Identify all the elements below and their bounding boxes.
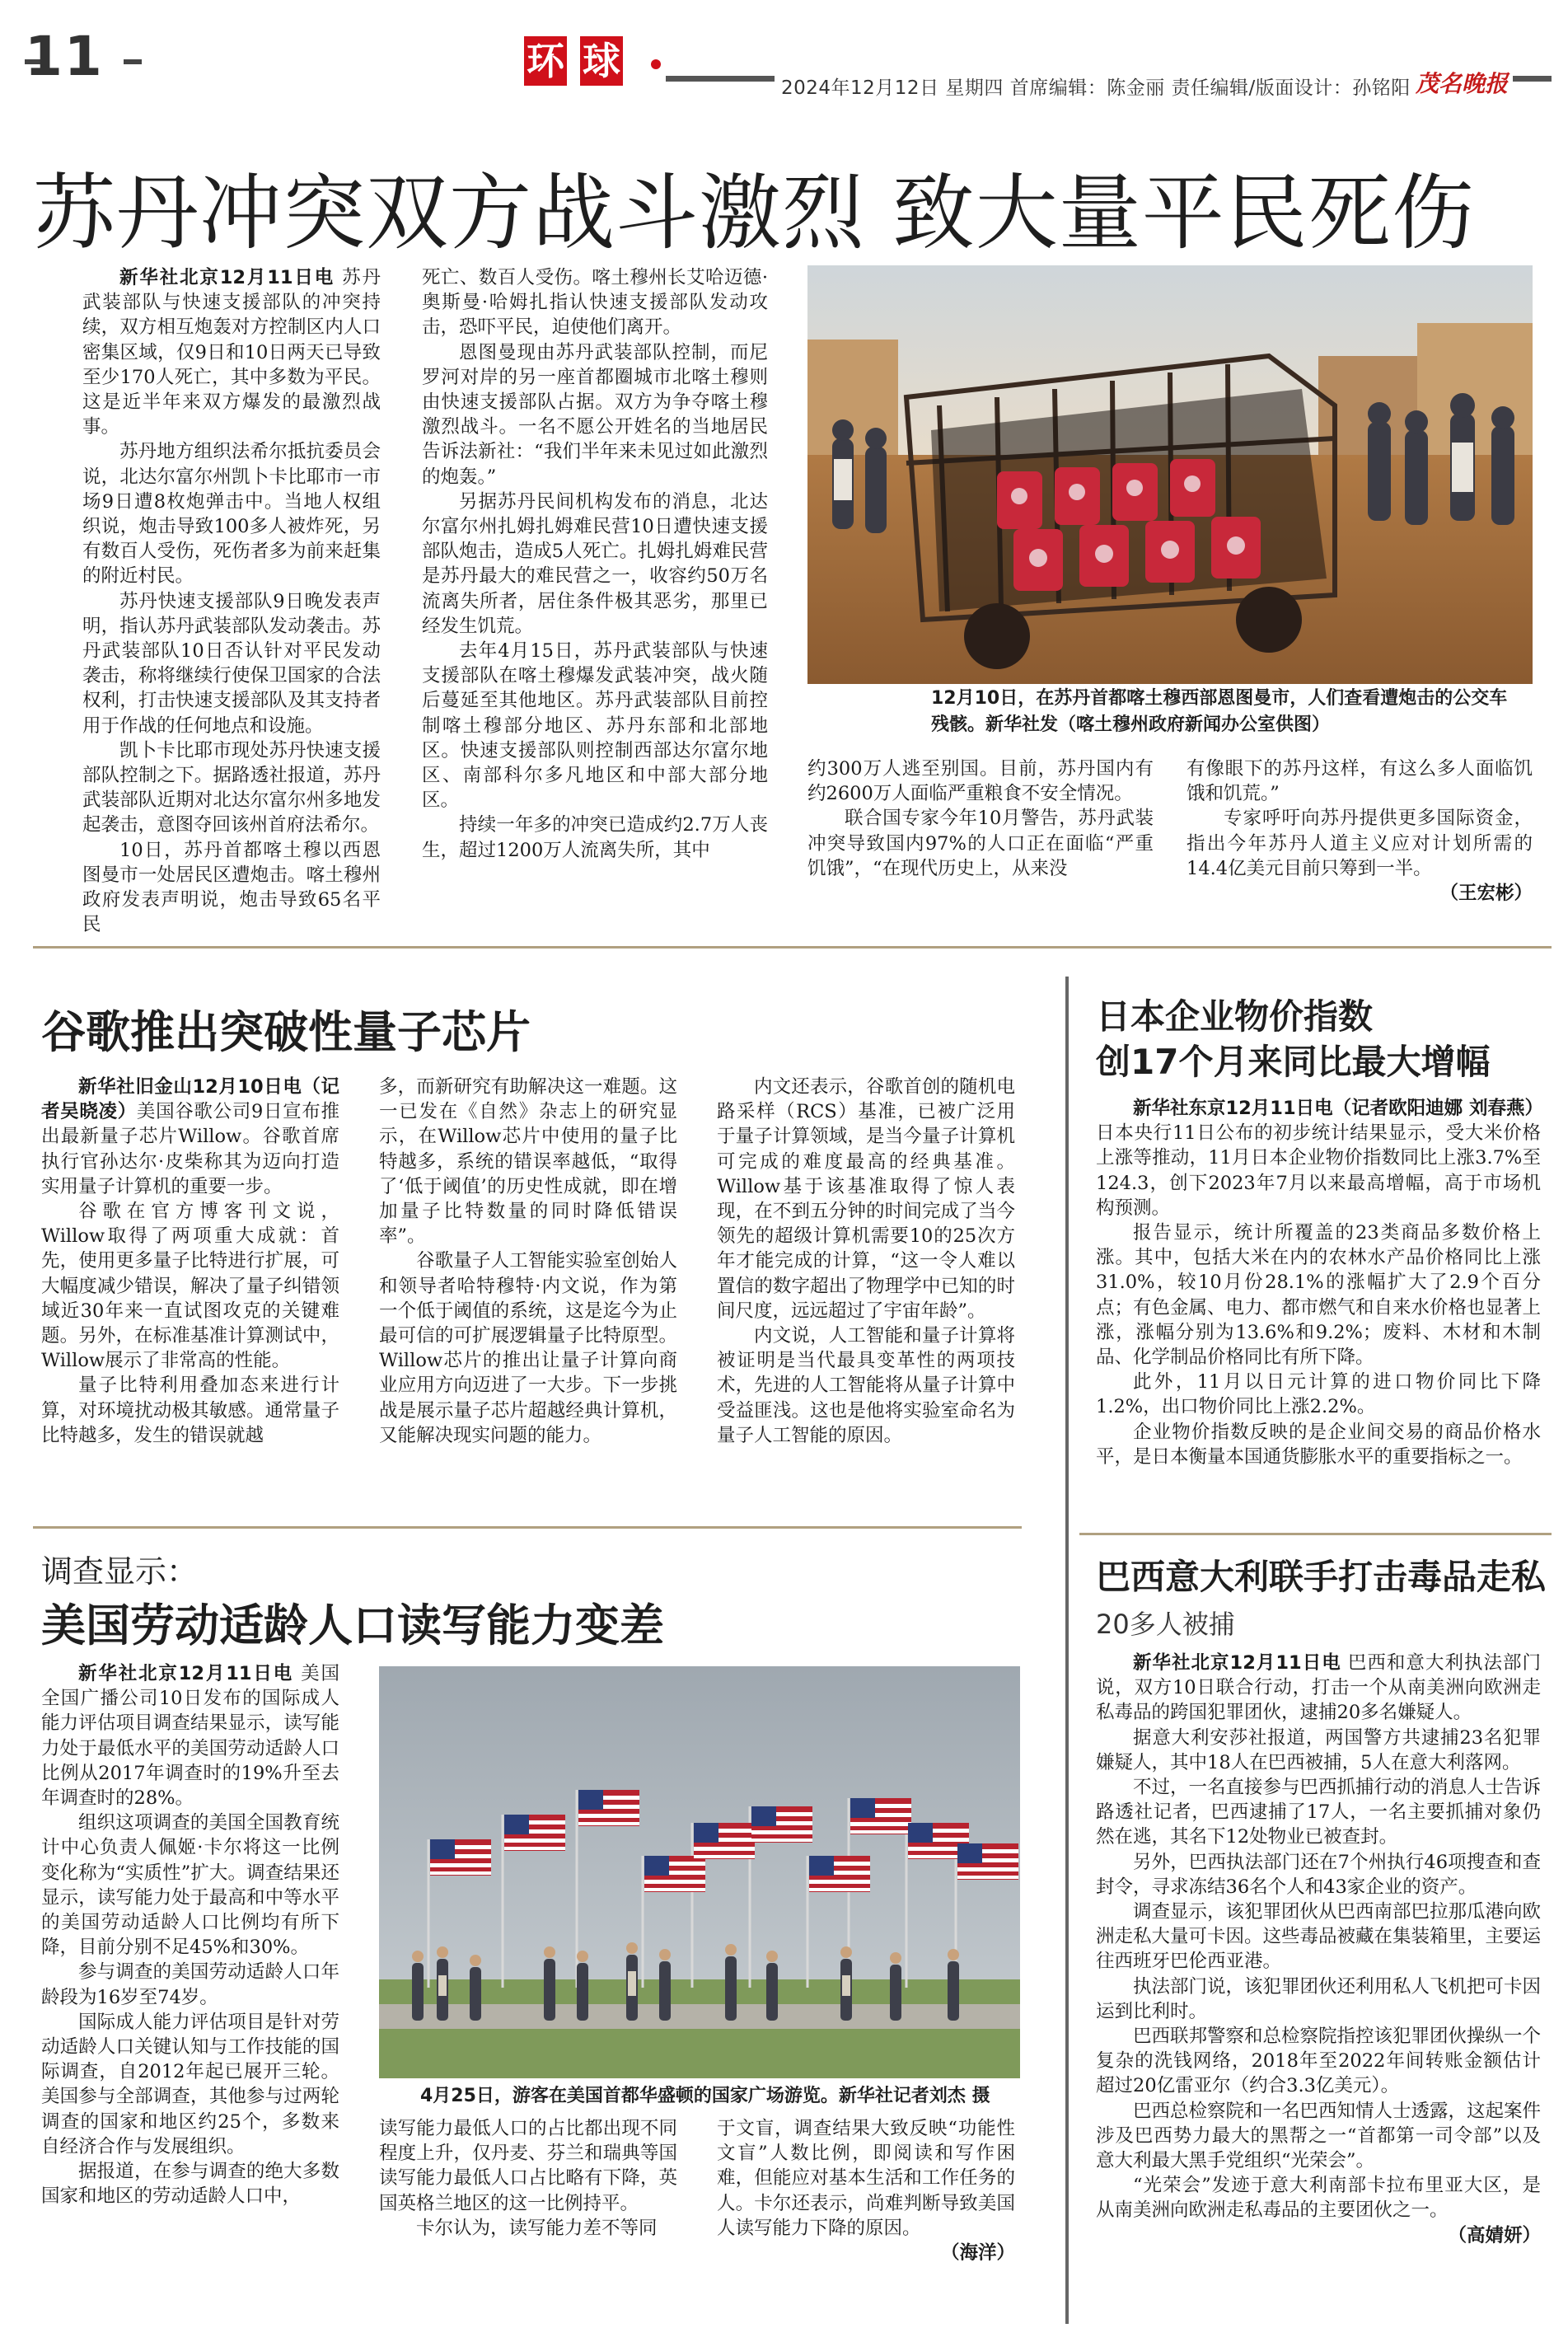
section-divider [33,946,1552,949]
paragraph: 巴西总检察院和一名巴西知情人士透露，这起案件涉及巴西势力最大的黑帮之一“首都第一司令部”以及意大利最大黑手党组织“光荣会”。 [1096,2100,1542,2172]
paragraph: 另据苏丹民间机构发布的消息，北达尔富尔州扎姆扎姆难民营10日遭快速支援部队炮击，造成5人死亡。扎姆扎姆难民营是苏丹最大的难民营之一，收容约50万名流离失所者，居住条件极其恶劣，那里已经发生饥荒。 [422,490,768,637]
sudan-column-2 [422,265,768,863]
author-credit: （海洋） [940,2242,1015,2265]
page-number-dash [124,59,142,64]
brazil-headline: 巴西意大利联手打击毒品走私 [1096,1557,1547,1597]
flags-photo-caption: 4月25日，游客在美国首都华盛顿的国家广场游览。新华社记者刘杰 摄 [420,2086,990,2106]
paragraph: 苏丹武装部队与快速支援部队的冲突持续，双方相互炮轰对方控制区内人口密集区域，仅9日和10日两天已导致至少170人死亡，其中多数为平民。这是近半年来双方爆发的最激烈战事。 [82,267,381,438]
paragraph: 卡尔认为，读写能力差不等同 [416,2217,658,2239]
paragraph: 去年4月15日，苏丹武装部队与快速支援部队在喀土穆爆发武装冲突，战火随后蔓延至其他地区。苏丹武装部队目前控制喀土穆部分地区、苏丹东部和北部地区。快速支援部队则控制西部达尔富尔地区、南部科尔多凡地区和中部大部分地区。 [422,640,768,812]
paragraph: 联合国专家今年10月警告，苏丹武装冲突导致国内97%的人口正在面临“严重饥饿”，“在现代历史上，从来没 [807,808,1154,879]
japan-headline-line1: 日本企业物价指数 [1096,996,1374,1037]
paragraph: 参与调查的美国劳动适龄人口年龄段为16岁至74岁。 [41,1961,339,2008]
paragraph: 报告显示，统计所覆盖的23类商品多数价格上涨。其中，包括大米在内的农林水产品价格同比上涨31.0%，较10月份28.1%的涨幅扩大了2.9个百分点；有色金属、电力、都市燃气和自来水价格也显著上涨，涨幅分别为13.6%和9.2%；废料、木材和木制品、化学制品价格同比有所下降。 [1096,1222,1542,1369]
paragraph: 调查显示，该犯罪团伙从巴西南部巴拉那瓜港向欧洲走私大量可卡因。这些毒品被藏在集装箱里，主要运往西班牙巴伦西亚港。 [1096,1901,1542,1973]
paragraph: 约300万人逃至别国。目前，苏丹国内有约2600万人面临严重粮食不安全情况。 [807,758,1154,805]
paragraph: 谷歌在官方博客刊文说，Willow取得了两项重大成就：首先，使用更多量子比特进行扩展，可大幅度减少错误，解决了量子纠错领域近30年来一直试图攻克的关键难题。另外，在标准基准计算测试中，Willow展示了非常高的性能。 [41,1201,339,1372]
section-divider [33,1526,1022,1529]
paragraph: 死亡、数百人受伤。喀土穆州长艾哈迈德·奥斯曼·哈姆扎指认快速支援部队发动攻击，恐吓平民，迫使他们离开。 [422,267,768,339]
sudan-headline: 苏丹冲突双方战斗激烈 致大量平民死伤 [33,165,1475,261]
newspaper-logo: 茂名晚报 [1411,66,1513,99]
google-headline: 谷歌推出突破性量子芯片 [41,1006,531,1058]
google-column-3 [717,1075,1015,1448]
dateline: 新华社东京12月11日电（记者欧阳迪娜 刘春燕） [1133,1098,1543,1119]
paragraph: 日本央行11日公布的初步统计结果显示，受大米价格上涨等推动，11月日本企业物价指数同比上涨3.7%至124.3，创下2023年7月以来最高增幅，高于市场机构预测。 [1096,1122,1541,1219]
paragraph: 苏丹快速支援部队9日晚发表声明，指认苏丹武装部队发动袭击。苏丹武装部队10日否认针对平民发动袭击，称将继续行使保卫国家的合法权利，打击快速支援部队及其支持者用于作战的任何地点和设施。 [82,590,381,737]
paragraph: 读写能力最低人口的占比都出现不同程度上升，仅丹麦、芬兰和瑞典等国读写能力最低人口占比略有下降，英国英格兰地区的这一比例持平。 [379,2118,677,2214]
paragraph: “光荣会”发迹于意大利南部卡拉布里亚大区，是从南美洲向欧洲走私毒品的主要团伙之一。 [1096,2175,1541,2222]
paragraph: 美国谷歌公司9日宣布推出最新量子芯片Willow。谷歌首席执行官孙达尔·皮柴称其为迈向打造实用量子计算机的重要一步。 [41,1101,339,1197]
dateline: 新华社旧金山12月10日电（记者吴晓凌） [41,1076,339,1123]
section-char: 球 [580,36,623,86]
paragraph: 美国全国广播公司10日发布的国际成人能力评估项目调查结果显示，读写能力处于最低水平的美国劳动适龄人口比例从2017年调查时的19%升至去年调查时的28%。 [41,1663,339,1810]
japan-headline-line2: 创17个月来同比最大增幅 [1096,1042,1491,1082]
paragraph: 10日，苏丹首都喀土穆以西恩图曼市一处居民区遭炮击。喀土穆州政府发表声明说，炮击导致65名平民 [82,839,381,936]
literacy-kicker: 调查显示： [41,1553,199,1590]
paragraph: 据意大利安莎社报道，两国警方共逮捕23名犯罪嫌疑人，其中18人在巴西被捕，5人在意大利落网。 [1096,1726,1541,1773]
paragraph: 恩图曼现由苏丹武装部队控制，而尼罗河对岸的另一座首都圈城市北喀土穆则由快速支援部队占据。双方为争夺喀土穆激烈战斗。一名不愿公开姓名的当地居民告诉法新社：“我们半年来未见过如此激烈的炮轰。” [422,341,768,488]
paragraph: 多，而新研究有助解决这一难题。这一已发在《自然》杂志上的研究显示，在Willow芯片中使用的量子比特越多，系统的错误率越低，“取得了‘低于阈值’的历史性成就，即在增加量子比特数量的同时降低错误率”。 [379,1076,677,1248]
paragraph: 巴西联邦警察和总检察院指控该犯罪团伙操纵一个复杂的洗钱网络，2018年至2022年间转账金额估计超过20亿雷亚尔（约合3.3亿美元）。 [1096,2026,1542,2097]
paragraph: 组织这项调查的美国全国教育统计中心负责人佩姬·卡尔将这一比例变化称为“实质性”扩大。调查结果还显示，读写能力处于最高和中等水平的美国劳动适龄人口比例均有所下降，目前分别不足45%和30%。 [41,1812,339,1959]
sudan-column-1 [82,265,381,937]
paragraph: 专家呼吁向苏丹提供更多国际资金，指出今年苏丹人道主义应对计划所需的14.4亿美元目前只筹到一半。 [1187,808,1533,879]
paragraph: 不过，一名直接参与巴西抓捕行动的消息人士告诉路透社记者，巴西逮捕了17人，一名主要抓捕对象仍然在逃，其名下12处物业已被查封。 [1096,1777,1542,1848]
bus-wreck-illustration [807,265,1533,684]
paragraph: 巴西和意大利执法部门说，双方10日联合行动，打击一个从南美洲向欧洲走私毒品的跨国犯罪团伙，逮捕20多名嫌疑人。 [1096,1652,1541,1724]
sudan-column-3 [807,756,1154,881]
google-column-2 [379,1075,677,1448]
paragraph: 内文说，人工智能和量子计算将被证明是当代最具变革性的两项技术，先进的人工智能将从量子计算中受益匪浅。这也是他将实验室命名为量子人工智能的原因。 [717,1325,1015,1446]
flags-illustration [379,1666,1020,2078]
brazil-body [1096,1651,1541,2248]
section-dot [651,59,661,69]
paragraph: 持续一年多的冲突已造成约2.7万人丧生，超过1200万人流离失所，其中 [422,814,768,861]
dateline: 新华社北京12月11日电 [1133,1652,1341,1674]
paragraph: 内文还表示，谷歌首创的随机电路采样（RCS）基准，已被广泛用于量子计算领域，是当今量子计算机可完成的难度最高的经典基准。Willow基于该基准取得了惊人表现，在不到五分钟的时间完成了当今领先的超级计算机需要10的25次方年才能完成的计算，“这一令人难以置信的数字超出了物理学中已知的时间尺度，远远超过了宇宙年龄”。 [717,1076,1015,1322]
literacy-headline: 美国劳动适龄人口读写能力变差 [41,1600,664,1651]
brazil-subheadline: 20多人被捕 [1096,1609,1235,1640]
dateline: 新华社北京12月11日电 [119,267,335,288]
page-number: 11 [25,25,104,88]
paragraph: 于文盲，调查结果大致反映“功能性文盲”人数比例，即阅读和写作困难，但能应对基本生活和工作任务的人。卡尔还表示，尚难判断导致美国人读写能力下降的原因。 [717,2118,1015,2239]
japan-body [1096,1096,1541,1469]
paragraph: 企业物价指数反映的是企业间交易的商品价格水平，是日本衡量本国通货膨胀水平的重要指标之一。 [1096,1421,1541,1468]
paragraph: 有像眼下的苏丹这样，有这么多人面临饥饿和饥荒。” [1187,758,1533,805]
author-credit: （王宏彬） [1439,883,1533,905]
paragraph: 量子比特利用叠加态来进行计算，对环境扰动极其敏感。通常量子比特越多，发生的错误就越 [41,1375,339,1446]
paragraph: 苏丹地方组织法希尔抵抗委员会说，北达尔富尔州凯卜卡比耶市一市场9日遭8枚炮弹击中。当地人权组织说，炮击导致100多人被炸死，另有数百人受伤，死伤者多为前来赶集的附近村民。 [82,441,381,588]
paragraph: 谷歌量子人工智能实验室创始人和领导者哈特穆特·内文说，作为第一个低于阈值的系统，这是迄今为止最可信的可扩展逻辑量子比特原型。Willow芯片的推出让量子计算向商业应用方向迈进了一大步。下一步挑战是展示量子芯片超越经典计算机，又能解决现实问题的能力。 [379,1250,677,1446]
section-divider [1079,1533,1552,1535]
literacy-column-3 [717,2116,1015,2265]
paragraph: 据报道，在参与调查的绝大多数国家和地区的劳动适龄人口中， [41,2161,339,2208]
paragraph: 此外，11月以日元计算的进口物价同比下降1.2%，出口物价同比上涨2.2%。 [1096,1371,1541,1418]
paragraph: 国际成人能力评估项目是针对劳动适龄人口关键认知与工作技能的国际调查，自2012年起已展开三轮。美国参与全部调查，其他参与过两轮调查的国家和地区约25个，多数来自经济合作与发展组织。 [41,2011,339,2157]
sidebar-border [1065,977,1069,2324]
edition-info: 2024年12月12日 星期四 首席编辑：陈金丽 责任编辑/版面设计：孙铭阳 [775,73,1417,100]
sudan-column-4 [1187,756,1533,906]
paragraph: 凯卜卡比耶市现处苏丹快速支援部队控制之下。据路透社报道，苏丹武装部队近期对北达尔富尔州多地发起袭击，意图夺回该州首府法希尔。 [82,739,381,836]
author-credit: （高婧妍） [1448,2224,1541,2246]
literacy-column-1 [41,1661,339,2209]
google-column-1 [41,1075,339,1448]
flags-photo [379,1666,1020,2078]
literacy-column-2 [379,2116,677,2241]
paragraph: 执法部门说，该犯罪团伙还利用私人飞机把可卡因运到比利时。 [1096,1975,1542,2022]
bus-wreck-photo [807,265,1533,684]
dateline: 新华社北京12月11日电 [78,1663,294,1684]
paragraph: 另外，巴西执法部门还在7个州执行46项搜查和查封令，寻求冻结36名个人和43家企业的资产。 [1096,1851,1541,1898]
section-char: 环 [524,36,567,86]
sudan-photo-caption: 12月10日，在苏丹首都喀土穆西部恩图曼市，人们查看遭炮击的公交车残骸。新华社发（喀土穆州政府新闻办公室供图） [931,688,1508,735]
